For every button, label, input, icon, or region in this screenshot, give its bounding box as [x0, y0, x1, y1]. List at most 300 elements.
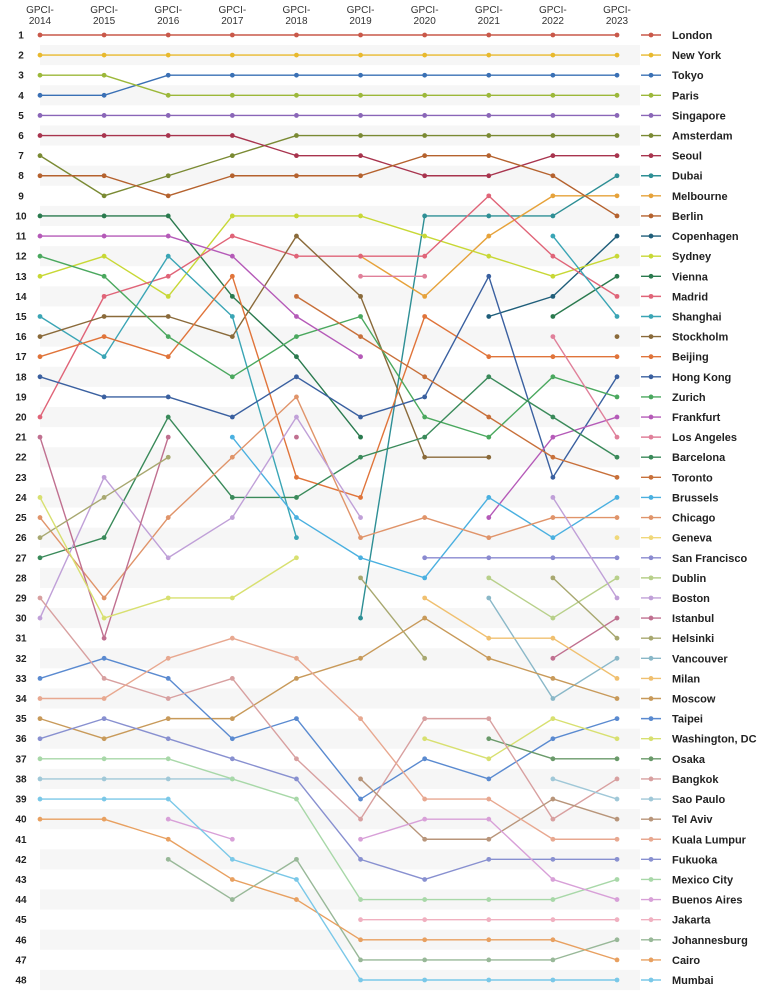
data-point-seoul [230, 133, 235, 138]
legend-label-melbourne: Melbourne [672, 190, 728, 203]
data-point-singapore [422, 113, 427, 118]
data-point-hong-kong [422, 395, 427, 400]
legend-marker-copenhagen [649, 234, 654, 239]
data-point-frankfurt [102, 234, 107, 239]
legend-marker-tokyo [649, 73, 654, 78]
data-point-seoul [294, 153, 299, 158]
legend-label-vienna: Vienna [672, 271, 708, 284]
data-point-stockholm [38, 334, 43, 339]
data-point-singapore [358, 113, 363, 118]
data-point-hong-kong [550, 475, 555, 480]
legend-label-paris: Paris [672, 90, 699, 103]
data-point-helsinki [38, 535, 43, 540]
data-point-helsinki [102, 495, 107, 500]
data-point-moscow [422, 616, 427, 621]
data-point-fukuoka [38, 736, 43, 741]
data-point-sao-paulo [615, 797, 620, 802]
legend-label-singapore: Singapore [672, 110, 726, 123]
data-point-mexico-city [102, 756, 107, 761]
data-point-zurich [230, 374, 235, 379]
legend-label-tokyo: Tokyo [672, 70, 704, 83]
data-point-toronto [615, 475, 620, 480]
legend-marker-bangkok [649, 777, 654, 782]
rank-label: 12 [15, 251, 27, 263]
legend-label-helsinki: Helsinki [672, 633, 715, 646]
data-point-cairo [422, 937, 427, 942]
data-point-mexico-city [166, 756, 171, 761]
x-tick-label: GPCI-2022 [538, 5, 567, 27]
data-point-frankfurt [615, 415, 620, 420]
legend-marker-frankfurt [649, 415, 654, 420]
data-point-sydney [166, 294, 171, 299]
legend-label-boston: Boston [672, 592, 710, 605]
data-point-barcelona [550, 415, 555, 420]
data-point-brussels [550, 535, 555, 540]
data-point-berlin [615, 214, 620, 219]
data-point-frankfurt [38, 234, 43, 239]
data-point-mexico-city [358, 897, 363, 902]
data-point-london [486, 33, 491, 38]
data-point-hong-kong [38, 374, 43, 379]
data-point-chicago [550, 515, 555, 520]
legend-marker-vienna [649, 274, 654, 279]
data-point-chicago [38, 515, 43, 520]
data-point-hong-kong [102, 395, 107, 400]
rank-labels [15, 31, 27, 987]
data-point-moscow [102, 736, 107, 741]
data-point-paris [166, 93, 171, 98]
data-point-tokyo [422, 73, 427, 78]
data-point-amsterdam [294, 133, 299, 138]
data-point-barcelona [102, 535, 107, 540]
data-point-singapore [294, 113, 299, 118]
legend-label-osaka: Osaka [672, 753, 706, 766]
data-point-madrid [422, 254, 427, 259]
data-point-madrid [230, 234, 235, 239]
rank-label: 42 [15, 854, 27, 866]
data-point-buenos-aires [358, 837, 363, 842]
data-point-washington-dc [615, 736, 620, 741]
rank-label: 28 [15, 573, 27, 585]
data-point-boston [102, 475, 107, 480]
data-point-seoul [486, 173, 491, 178]
legend-label-dublin: Dublin [672, 572, 707, 585]
legend-label-milan: Milan [672, 673, 701, 686]
data-point-frankfurt [294, 314, 299, 319]
data-point-sao-paulo [166, 777, 171, 782]
data-point-beijing [166, 354, 171, 359]
data-point-beijing [38, 354, 43, 359]
rank-label: 6 [18, 131, 24, 143]
data-point-helsinki [550, 575, 555, 580]
legend-label-istanbul: Istanbul [672, 613, 715, 626]
data-point-new-york [486, 53, 491, 58]
data-point-moscow [230, 716, 235, 721]
data-point-tel-aviv [550, 797, 555, 802]
data-point-shanghai [166, 254, 171, 259]
data-point-shanghai [38, 314, 43, 319]
legend-label-berlin: Berlin [672, 210, 704, 223]
data-point-sydney [615, 254, 620, 259]
data-point-chicago [230, 455, 235, 460]
data-point-amsterdam [358, 133, 363, 138]
data-point-madrid [294, 254, 299, 259]
legend-label-kuala-lumpur: Kuala Lumpur [672, 834, 746, 847]
data-point-kuala-lumpur [38, 696, 43, 701]
legend-label-barcelona: Barcelona [672, 452, 726, 465]
legend-label-shanghai: Shanghai [672, 311, 722, 324]
data-point-zurich [294, 334, 299, 339]
data-point-cairo [550, 937, 555, 942]
data-point-istanbul [550, 656, 555, 661]
legend-marker-johannesburg [649, 937, 654, 942]
data-point-johannesburg [358, 957, 363, 962]
data-point-taipei [38, 676, 43, 681]
data-point-mexico-city [615, 877, 620, 882]
data-point-vienna [166, 214, 171, 219]
data-point-boston [294, 415, 299, 420]
data-point-mumbai [486, 978, 491, 983]
legend-marker-beijing [649, 354, 654, 359]
data-point-chicago [486, 535, 491, 540]
legend-marker-milan [649, 676, 654, 681]
row-band [40, 447, 640, 467]
data-point-bangkok [166, 696, 171, 701]
legend-marker-boston [649, 596, 654, 601]
data-point-frankfurt [166, 234, 171, 239]
data-point-shanghai [615, 314, 620, 319]
rank-label: 39 [15, 794, 27, 806]
legend-marker-dublin [649, 575, 654, 580]
legend-label-beijing: Beijing [672, 351, 709, 364]
data-point-boston [550, 495, 555, 500]
rank-label: 7 [18, 151, 24, 163]
data-point-new-york [358, 53, 363, 58]
data-point-toronto [422, 374, 427, 379]
legend-marker-washington-dc [649, 736, 654, 741]
rank-label: 18 [15, 372, 27, 384]
data-point-paris [102, 73, 107, 78]
data-point-sydney [38, 274, 43, 279]
rank-label: 46 [15, 935, 27, 947]
data-point-madrid [615, 294, 620, 299]
data-point-toronto [486, 415, 491, 420]
data-point-tokyo [615, 73, 620, 78]
data-point-fukuoka [102, 716, 107, 721]
legend-label-copenhagen: Copenhagen [672, 231, 739, 244]
data-point-kuala-lumpur [166, 656, 171, 661]
data-point-los-angeles [550, 334, 555, 339]
data-point-vienna [615, 274, 620, 279]
data-point-new-york [422, 53, 427, 58]
rank-label: 33 [15, 673, 27, 685]
row-band [40, 809, 640, 829]
legend-label-chicago: Chicago [672, 512, 716, 525]
x-axis-labels [26, 5, 631, 27]
series-line-washington-dc [40, 497, 104, 618]
data-point-moscow [358, 656, 363, 661]
data-point-tel-aviv [358, 777, 363, 782]
data-point-shanghai [294, 535, 299, 540]
legend-label-mumbai: Mumbai [672, 975, 714, 987]
data-point-berlin [102, 173, 107, 178]
data-point-copenhagen [486, 314, 491, 319]
data-point-beijing [294, 475, 299, 480]
x-tick-label: GPCI-2020 [410, 5, 439, 27]
legend-marker-paris [649, 93, 654, 98]
data-point-osaka [486, 736, 491, 741]
legend-label-sydney: Sydney [672, 251, 712, 264]
data-point-tokyo [102, 93, 107, 98]
data-point-los-angeles [615, 435, 620, 440]
data-point-amsterdam [422, 133, 427, 138]
legend-marker-madrid [649, 294, 654, 299]
rank-label: 16 [15, 332, 27, 344]
data-point-singapore [166, 113, 171, 118]
legend-marker-berlin [649, 214, 654, 219]
data-point-mumbai [102, 797, 107, 802]
rank-label: 27 [15, 553, 27, 565]
rank-label: 48 [15, 975, 27, 987]
data-point-new-york [294, 53, 299, 58]
data-point-istanbul [166, 435, 171, 440]
data-point-washington-dc [422, 736, 427, 741]
data-point-kuala-lumpur [358, 716, 363, 721]
data-point-vancouver [615, 656, 620, 661]
data-point-toronto [294, 294, 299, 299]
legend-marker-san-francisco [649, 555, 654, 560]
data-point-osaka [550, 756, 555, 761]
data-point-washington-dc [38, 495, 43, 500]
data-point-johannesburg [422, 957, 427, 962]
data-point-sydney [294, 214, 299, 219]
rank-label: 3 [18, 70, 24, 82]
data-point-milan [486, 636, 491, 641]
data-point-amsterdam [230, 153, 235, 158]
data-point-london [166, 33, 171, 38]
data-point-beijing [230, 274, 235, 279]
data-point-zurich [486, 435, 491, 440]
legend-label-hong-kong: Hong Kong [672, 371, 732, 384]
data-point-johannesburg [166, 857, 171, 862]
data-point-kuala-lumpur [422, 797, 427, 802]
data-point-berlin [422, 153, 427, 158]
rank-label: 36 [15, 734, 27, 746]
data-point-boston [615, 596, 620, 601]
data-point-brussels [358, 555, 363, 560]
legend-marker-los-angeles [649, 435, 654, 440]
data-point-singapore [615, 113, 620, 118]
data-point-seoul [615, 153, 620, 158]
data-point-new-york [550, 53, 555, 58]
legend-label-madrid: Madrid [672, 291, 709, 304]
data-point-kuala-lumpur [230, 636, 235, 641]
data-point-shanghai [230, 314, 235, 319]
legend-label-jakarta: Jakarta [672, 914, 711, 927]
data-point-washington-dc [294, 555, 299, 560]
rank-label: 35 [15, 714, 27, 726]
data-point-sydney [230, 214, 235, 219]
rank-label: 44 [15, 895, 27, 907]
data-point-sydney [358, 214, 363, 219]
data-point-copenhagen [615, 234, 620, 239]
data-point-dubai [615, 173, 620, 178]
data-point-tel-aviv [486, 837, 491, 842]
data-point-seoul [102, 133, 107, 138]
data-point-johannesburg [230, 897, 235, 902]
data-point-kuala-lumpur [615, 837, 620, 842]
data-point-fukuoka [294, 777, 299, 782]
data-point-los-angeles [358, 274, 363, 279]
data-point-moscow [38, 716, 43, 721]
data-point-paris [294, 93, 299, 98]
data-point-amsterdam [166, 173, 171, 178]
data-point-bangkok [230, 676, 235, 681]
data-point-fukuoka [615, 857, 620, 862]
data-point-london [294, 33, 299, 38]
rank-label: 2 [18, 50, 24, 62]
legend-label-mexico-city: Mexico City [672, 874, 734, 887]
data-point-mexico-city [422, 897, 427, 902]
rank-label: 25 [15, 513, 27, 525]
data-point-singapore [550, 113, 555, 118]
data-point-melbourne [615, 193, 620, 198]
data-point-hong-kong [230, 415, 235, 420]
data-point-buenos-aires [486, 817, 491, 822]
x-tick-label: GPCI-2021 [474, 5, 503, 27]
data-point-geneva [615, 535, 620, 540]
data-point-dubai [358, 616, 363, 621]
rank-label: 10 [15, 211, 27, 223]
data-point-copenhagen [550, 294, 555, 299]
data-point-helsinki [615, 636, 620, 641]
data-point-frankfurt [230, 254, 235, 259]
legend-marker-sydney [649, 254, 654, 259]
data-point-taipei [358, 797, 363, 802]
data-point-cairo [38, 817, 43, 822]
data-point-melbourne [486, 234, 491, 239]
data-point-paris [550, 93, 555, 98]
data-point-vienna [358, 435, 363, 440]
data-point-chicago [166, 515, 171, 520]
data-point-johannesburg [294, 857, 299, 862]
data-point-mumbai [38, 797, 43, 802]
data-point-fukuoka [166, 736, 171, 741]
x-tick-label: GPCI-2015 [90, 5, 119, 27]
legend-label-johannesburg: Johannesburg [672, 934, 748, 947]
data-point-melbourne [422, 294, 427, 299]
data-point-taipei [294, 716, 299, 721]
data-point-istanbul [38, 435, 43, 440]
data-point-bangkok [358, 817, 363, 822]
data-point-mumbai [550, 978, 555, 983]
rank-label: 8 [18, 171, 24, 183]
data-point-cairo [166, 837, 171, 842]
x-tick-label: GPCI-2019 [346, 5, 375, 27]
data-point-mumbai [615, 978, 620, 983]
data-point-stockholm [166, 314, 171, 319]
rank-label: 17 [15, 352, 27, 364]
data-point-san-francisco [486, 555, 491, 560]
data-point-sao-paulo [102, 777, 107, 782]
legend-marker-dubai [649, 173, 654, 178]
data-point-stockholm [102, 314, 107, 319]
data-point-taipei [166, 676, 171, 681]
data-point-singapore [102, 113, 107, 118]
data-point-tokyo [38, 93, 43, 98]
data-point-toronto [550, 455, 555, 460]
data-point-stockholm [422, 455, 427, 460]
data-point-jakarta [422, 917, 427, 922]
data-point-helsinki [358, 575, 363, 580]
data-point-helsinki [166, 455, 171, 460]
data-point-hong-kong [166, 395, 171, 400]
legend-marker-seoul [649, 153, 654, 158]
rank-label: 9 [18, 191, 24, 203]
legend-marker-hong-kong [649, 374, 654, 379]
data-point-san-francisco [422, 555, 427, 560]
data-point-tokyo [550, 73, 555, 78]
legend-label-dubai: Dubai [672, 170, 703, 183]
data-point-zurich [102, 274, 107, 279]
data-point-amsterdam [615, 133, 620, 138]
rank-label: 14 [15, 291, 27, 303]
data-point-chicago [422, 515, 427, 520]
legend-label-frankfurt: Frankfurt [672, 412, 721, 425]
data-point-taipei [615, 716, 620, 721]
data-point-madrid [166, 274, 171, 279]
data-point-istanbul [294, 435, 299, 440]
data-point-barcelona [615, 455, 620, 460]
data-point-madrid [102, 294, 107, 299]
data-point-frankfurt [358, 354, 363, 359]
data-point-barcelona [230, 495, 235, 500]
data-point-sydney [550, 274, 555, 279]
data-point-tokyo [230, 73, 235, 78]
legend-label-tel-aviv: Tel Aviv [672, 814, 713, 827]
rank-label: 30 [15, 613, 27, 625]
rank-label: 26 [15, 533, 27, 545]
data-point-jakarta [486, 917, 491, 922]
data-point-hong-kong [486, 274, 491, 279]
data-point-zurich [422, 415, 427, 420]
data-point-berlin [486, 153, 491, 158]
data-point-bangkok [422, 716, 427, 721]
data-point-stockholm [486, 455, 491, 460]
data-point-kuala-lumpur [102, 696, 107, 701]
x-tick-label: GPCI-2023 [603, 5, 631, 27]
data-point-mexico-city [294, 797, 299, 802]
data-point-dubai [486, 214, 491, 219]
data-point-kuala-lumpur [294, 656, 299, 661]
data-point-new-york [102, 53, 107, 58]
data-point-cairo [615, 957, 620, 962]
x-tick-label: GPCI-2017 [218, 5, 247, 27]
legend-label-washington-dc: Washington, DC [672, 733, 757, 746]
legend-marker-cairo [649, 957, 654, 962]
data-point-fukuoka [422, 877, 427, 882]
legend-marker-new-york [649, 53, 654, 58]
data-point-paris [486, 93, 491, 98]
data-point-washington-dc [102, 616, 107, 621]
rank-label: 15 [15, 311, 27, 323]
legend-label-brussels: Brussels [672, 492, 719, 505]
data-point-san-francisco [615, 555, 620, 560]
legend-marker-toronto [649, 475, 654, 480]
data-point-stockholm [294, 234, 299, 239]
data-point-vienna [102, 214, 107, 219]
rank-label: 34 [15, 694, 27, 706]
